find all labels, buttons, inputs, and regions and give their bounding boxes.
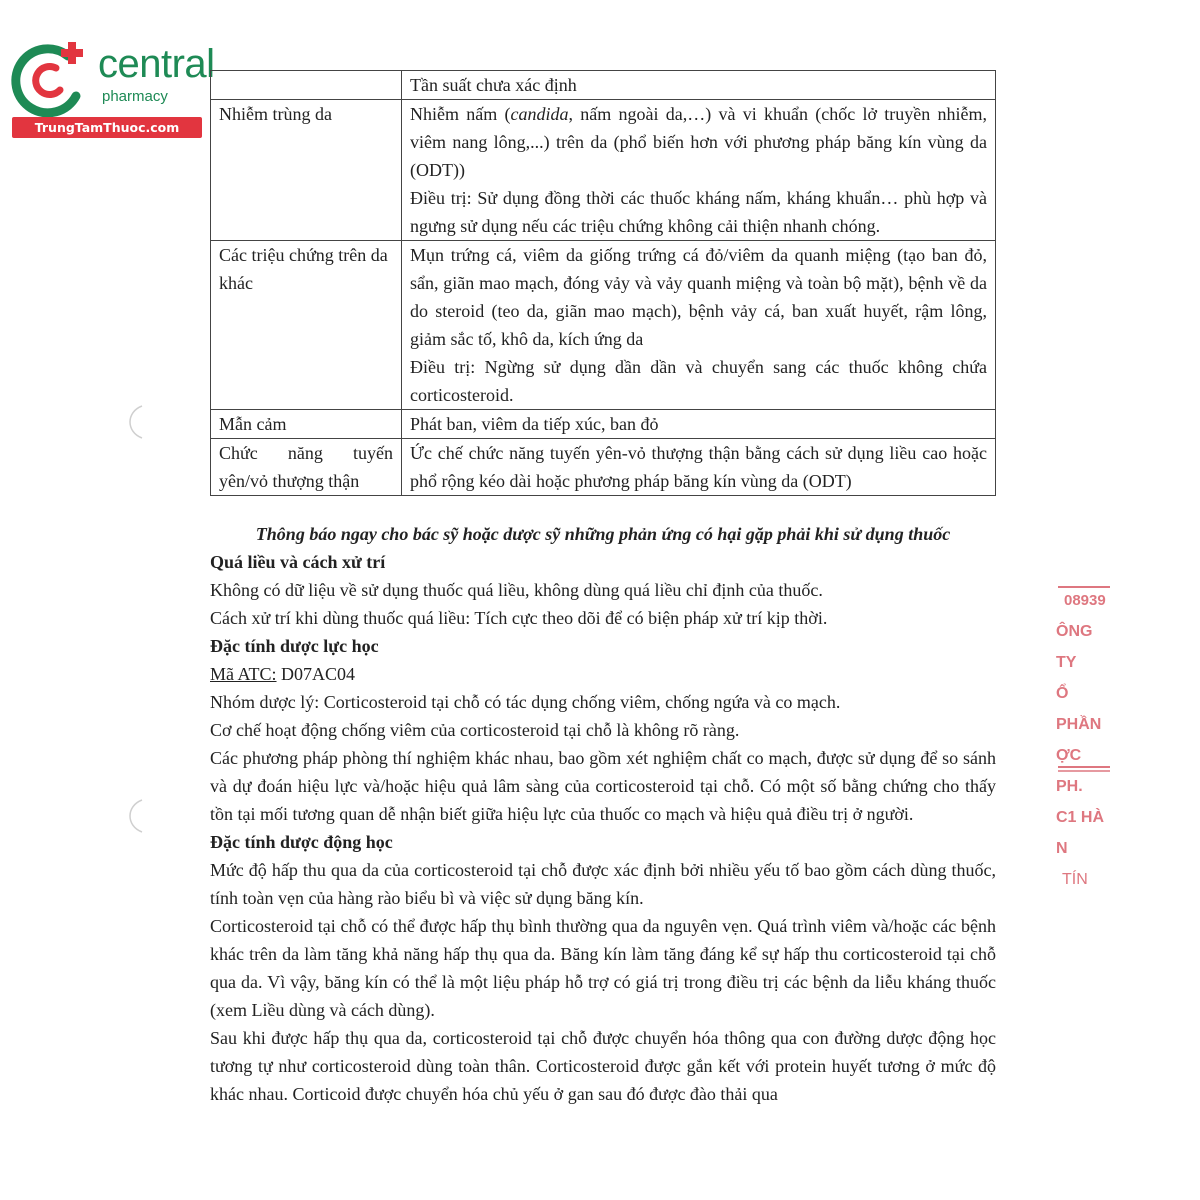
section-heading-pharmacokinetics: Đặc tính dược động học xyxy=(210,832,393,852)
logo-mark-icon xyxy=(10,38,92,120)
label-word: Chức xyxy=(219,443,258,463)
logo-brand: central xyxy=(98,42,215,86)
paragraph: Mức độ hấp thu qua da của corticosteroid tại chỗ được xác định bởi nhiều yếu tố bao gồm cách dùng thuốc, tính toàn vẹn của hàng rào biểu bì và việc sử dụng băng kín. xyxy=(210,860,996,908)
scan-mark xyxy=(118,796,148,836)
stamp-line: ỢC PH. xyxy=(1056,747,1083,795)
paragraph: Cách xử trí khi dùng thuốc quá liều: Tích cực theo dõi để có biện pháp xử trí kịp thời. xyxy=(210,608,828,628)
text-segment: , nấm ngoài da,…) và vi khuẩn (chốc lở truyền nhiễm, viêm nang lông,...) trên da (phổ biến hơn với phương pháp băng kín vùng da (ODT)) xyxy=(410,104,987,180)
table-cell-content: Phát ban, viêm da tiếp xúc, ban đỏ xyxy=(402,410,996,439)
stamp-line: TÍN xyxy=(1062,871,1088,888)
paragraph: Không có dữ liệu về sử dụng thuốc quá liều, không dùng quá liều chỉ định của thuốc. xyxy=(210,580,823,600)
adverse-effects-table xyxy=(210,70,996,496)
central-pharmacy-logo xyxy=(10,38,215,138)
table-row xyxy=(211,100,996,241)
italic-term: candida xyxy=(510,104,569,124)
stamp-line: ÔNG TY xyxy=(1056,623,1093,671)
table-cell-content: Tần suất chưa xác định xyxy=(402,71,996,100)
company-stamp xyxy=(1050,585,1110,888)
table-cell-label: Nhiễm trùng da xyxy=(211,100,402,241)
atc-code: D07AC04 xyxy=(276,664,356,684)
paragraph: Corticosteroid tại chỗ có thể được hấp thụ bình thường qua da nguyên vẹn. Quá trình viêm và/hoặc các bệnh khác trên da làm tăng khả năng hấp thụ qua da. Băng kín làm tăng đáng kể sự hấp thu corticosteroid tại chỗ qua da. Vì vậy, băng kín có thể là một liệu pháp hỗ trợ có giá trị trong điều trị các bệnh da liễu kháng thuốc (xem Liều dùng và cách dùng). xyxy=(210,916,996,1020)
stamp-line: Ổ PHẦN xyxy=(1056,685,1102,733)
table-row xyxy=(211,241,996,410)
stamp-line: C1 HÀ N xyxy=(1056,809,1105,857)
table-cell-label: Các triệu chứng trên da khác xyxy=(211,241,402,410)
section-heading-overdose: Quá liều và cách xử trí xyxy=(210,552,386,572)
section-heading-pharmacodynamics: Đặc tính dược lực học xyxy=(210,636,379,656)
stamp-border xyxy=(1050,585,1110,775)
cell-description xyxy=(410,100,987,184)
document-body xyxy=(210,520,996,1108)
table-cell-label: Mẫn cảm xyxy=(211,410,402,439)
label-word: năng xyxy=(287,443,323,463)
scan-mark xyxy=(118,402,148,442)
paragraph: Cơ chế hoạt động chống viêm của corticosteroid tại chỗ là không rõ ràng. xyxy=(210,720,740,740)
table-cell-label xyxy=(211,439,402,496)
table-row xyxy=(211,410,996,439)
table-cell-label xyxy=(211,71,402,100)
report-notice: Thông báo ngay cho bác sỹ hoặc dược sỹ những phản ứng có hại gặp phải khi sử dụng thuốc xyxy=(255,524,951,544)
table-row xyxy=(211,439,996,496)
table-cell-content xyxy=(402,100,996,241)
paragraph: Nhóm dược lý: Corticosteroid tại chỗ có tác dụng chống viêm, chống ngứa và co mạch. xyxy=(210,692,841,712)
text-segment: Nhiễm nấm ( xyxy=(410,104,511,124)
label-line xyxy=(219,439,393,467)
label-line: yên/vỏ thượng thận xyxy=(219,471,360,491)
paragraph: Sau khi được hấp thụ qua da, corticosteroid tại chỗ được chuyển hóa thông qua con đường dược động học tương tự như corticosteroid dùng toàn thân. Corticosteroid được gắn kết với protein huyết tương ở mức độ khác nhau. Corticoid được chuyển hóa chủ yếu ở gan sau đó được đào thải qua xyxy=(210,1028,996,1104)
cell-treatment: Điều trị: Sử dụng đồng thời các thuốc kháng nấm, kháng khuẩn… phù hợp và ngưng sử dụng nếu các triệu chứng không cải thiện nhanh chóng. xyxy=(410,188,987,236)
table-cell-content xyxy=(402,241,996,410)
atc-label: Mã ATC: xyxy=(210,664,277,684)
label-word: tuyến xyxy=(352,443,393,463)
table-row xyxy=(211,71,996,100)
atc-line xyxy=(210,660,996,688)
cell-description: Mụn trứng cá, viêm da giống trứng cá đỏ/viêm da quanh miệng (tạo ban đỏ, sẩn, giãn mao mạch, đóng vảy và vảy quanh miệng và toàn bộ mặt), bệnh về da do steroid (teo da, giãn mao mạch), bệnh vảy cá, ban xuất huyết, rậm lông, giảm sắc tố, khô da, kích ứng da xyxy=(410,245,987,349)
cell-treatment: Điều trị: Ngừng sử dụng dần dần và chuyển sang các thuốc không chứa corticosteroid. xyxy=(410,357,987,405)
table-cell-content: Ức chế chức năng tuyến yên-vỏ thượng thận bằng cách sử dụng liều cao hoặc phổ rộng kéo dài hoặc phương pháp băng kín vùng da (ODT) xyxy=(402,439,996,496)
logo-subtitle: pharmacy xyxy=(102,88,168,105)
paragraph: Các phương pháp phòng thí nghiệm khác nhau, bao gồm xét nghiệm chất co mạch, được sử dụng để so sánh và dự đoán hiệu lực và/hoặc hiệu quả lâm sàng của corticosteroid tại chỗ. Có một số bằng chứng cho thấy tồn tại mối tương quan dễ nhận biết giữa hiệu lực của thuốc co mạch và hiệu quả điều trị ở người. xyxy=(210,748,996,824)
logo-url-banner: TrungTamThuoc.com xyxy=(12,117,202,138)
stamp-line: 08939 xyxy=(1064,592,1106,609)
